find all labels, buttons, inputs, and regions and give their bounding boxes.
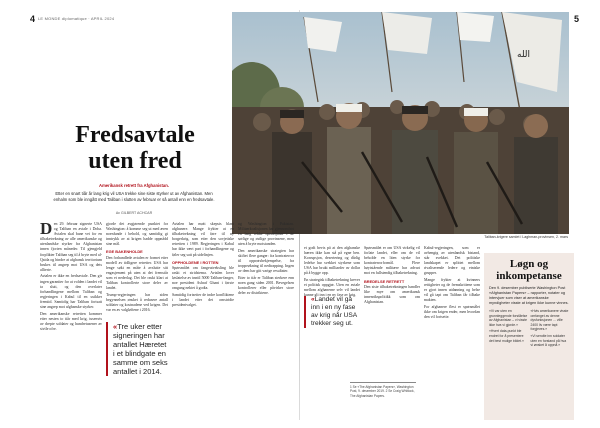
sidebar-quote-4: «Vi sendte inn soldater uten en forstand på hva vi ønsket å oppnå.» [530, 333, 567, 348]
sidebar-columns [489, 309, 569, 350]
sidebar-box [484, 253, 574, 420]
headline [40, 122, 230, 174]
subhead-3: BREDELSE RETRETT [364, 278, 405, 284]
body-column-3: Avtalen har møtt skepsis blant afghanere. Mange frykter at en tilbaketrekning vil føre til ny borgerkrig, som etter den sovjetiske retretten i 1989. Regjeringen i Kabul har ikke vært part i forhandlingene og føler seg satt på sidelinjen. OPPHOLDENE I ROTTEN Spørsmålet om fangeutveksling ble raskt et stridstema. Avtalen lover løslatelse av inntil 5000 Taliban-fanger, noe president Ashraf Ghani i første omgang nektet å godta. Samtidig fortsetter de indre konfliktene i landet etter det omstridte presidentvalget. [172, 222, 234, 307]
body-column-5: et godt bevis på at den afghanske hæren ikke kan stå på egne ben. Korrupsjon, desertering og dårlig ledelse har svekket styrkene som USA har brukt milliarder av dollar på å bygge opp. En strategisk tilbaketrekning krever et politisk oppgjør. Uten en avtale mellom afghanerne selv vil landet kunne gli inn i en ny fase av krig. [304, 246, 360, 298]
quote-mark-icon-2: « [311, 296, 315, 303]
kicker: Amerikansk retrett fra Afghanistan. [99, 183, 169, 188]
sidebar-column-left [489, 309, 528, 350]
svg-text:ا‌لله: ا‌لله [517, 50, 531, 60]
pull-quote-2: «Landet vil gå inn i en ny fase av krig når USA trekker seg ut. [304, 296, 360, 328]
headline-line-2: uten fred [88, 148, 182, 174]
right-page-number: 5 [574, 14, 580, 24]
pull-quote-text: Tre uker etter signeringen har antallet Hæretet i et blindgate en samme om seks antallet i 2014. [113, 322, 168, 376]
sidebar-quote-2: «Hvis amerikanere visste omfanget av denne dysfunksjonen ... ville 2400 liv være tapt forgjeves.» [530, 309, 569, 332]
byline: Av GILBERT ACHCAR [115, 211, 153, 215]
sidebar-quote-1: «Vi var uten en grunnleggende forståelse av Afghanistan – vi visste ikke hva vi gjorde.» [489, 309, 528, 327]
body-column-6: Spørsmålet er om USA virkelig vil forlate landet, eller om de vil beholde en liten styrke for kontraterrorformål. Flere høytstående militære har advart mot en fullstendig tilbaketrekning. BREDELSE RETRETT Den siste tilbaketrekningen handler like mye om amerikansk innenrikspolitikk som om Afghanistan. [364, 246, 420, 304]
left-running-header: LE MONDE diplomatique · APRIL 2024 [38, 16, 115, 21]
body-column-2: gjorde det avgjørende punktet for Washington: å komme seg ut med æren noenlunde i behold, og samtidig gi inntrykk av at krigen hadde oppnådd sine mål. EGE BAKENHOLDE Den forhandlede avtalen er formet etter modell av tidligere retretter. USA har lenge søkt en måte å avslutte sitt engasjement på uten at det fremstår som et nederlag. Det ble raskt klart at Taliban kontrollerte store deler av landet. Trump-regjeringen har siden begynnelsen ønsket å redusere antall soldater og kostnadene ved krigen. Det var en av valgløftene i 2016. [106, 222, 168, 312]
sidebar-column-right [531, 309, 570, 350]
photo-caption: Taliban-krigere samlet i Laghman-provinsen, 2. mars [484, 235, 568, 239]
left-page-number: 4 [30, 14, 36, 24]
sidebar-lead: Den 9. desember publiserte Washington Post «Afghanistan Papers» – rapporter, notater og intervjuer som viser at amerikanske myndigheter visste at krigen ikke kunne vinnes. [489, 286, 569, 305]
subhead-2: OPPHOLDENE I ROTTEN [172, 259, 219, 265]
body-column-1: Den 29. februar signerte USA og Taliban en avtale i Doha. Avtalen skal bane vei for en tilbaketrekning av alle amerikanske og utenlandske styrker fra Afghanistan innen fjorten måneder. Til gjengjeld forplikter Taliban seg til å bryte med al-Qaida og hindre at afghansk territorium brukes til angrep mot USA og dets allierte. Avtalen er ikke en fredsavtale. Den gir ingen garantier for at volden i landet vil ta slutt, og den overlater forhandlingene mellom Taliban og regjeringen i Kabul til en usikker fremtid. Samtidig har Taliban fortsatt sine angrep mot afghanske styrker. Den amerikanske retretten kommer etter nesten to tiår med krig, tusenvis av drepte soldater og hundretusener av sivile ofre. [40, 222, 102, 331]
standfirst: Etter en snart tiår år lang krig vil USA trekke sine siste styrker ut av Afghanistan. Men enhalm som ble inngått med Taliban i slutten av februar er så antall enn en fredsavtale. [53, 191, 215, 202]
photo-illustration [232, 12, 569, 234]
dropcap: D [40, 222, 53, 238]
headline-line-1: Fredsavtale [75, 122, 195, 148]
body-column-4: og Washington i Pakistan. Militærkoalisjonen har gjennomført en lang rekke operasjoner i de sørlige og østlige provinsene, men uten å bryte motstanden. Den amerikanske strategien har skiftet flere ganger: fra kontraterror til opprørsbekjempelse, fra troppeøkning til nedtrapping. Ingen av dem har gitt varige resultater. Etter to tiår er Taliban sterkere enn noen gang siden 2001. Bevegelsen kontrollerer eller påvirker store deler av distriktene. [238, 222, 294, 296]
taliban-fighters-photo [232, 12, 569, 234]
sidebar-title: Løgn og inkompetanse [496, 258, 562, 282]
pull-quote [106, 322, 168, 376]
body-column-7: Kabul-regjeringen, som er avhengig av utenlandsk bistand, står svekket. Det politiske landskapet er splittet mellom rivaliserende ledere og etniske grupper. Mange frykter at kvinners rettigheter og de fremskrittene som er gjort innen utdanning og helse vil gå tapt om Taliban får tilbake makten. For afghanere flest er spørsmålet ikke om krigen ender, men hvordan den vil fortsette. [424, 246, 480, 320]
subhead-1: EGE BAKENHOLDE [106, 249, 143, 255]
footnote: 1 Se «The Afghanistan Papers», Washington Post, 9. desember 2019. 2 Se Craig Whitlock, The Afghanistan Papers. [350, 382, 416, 398]
quote-mark-icon: « [113, 322, 118, 331]
sidebar-quote-3: «Hvert data-punkt ble endret for å presentere det best mulige bildet.» [489, 329, 524, 343]
